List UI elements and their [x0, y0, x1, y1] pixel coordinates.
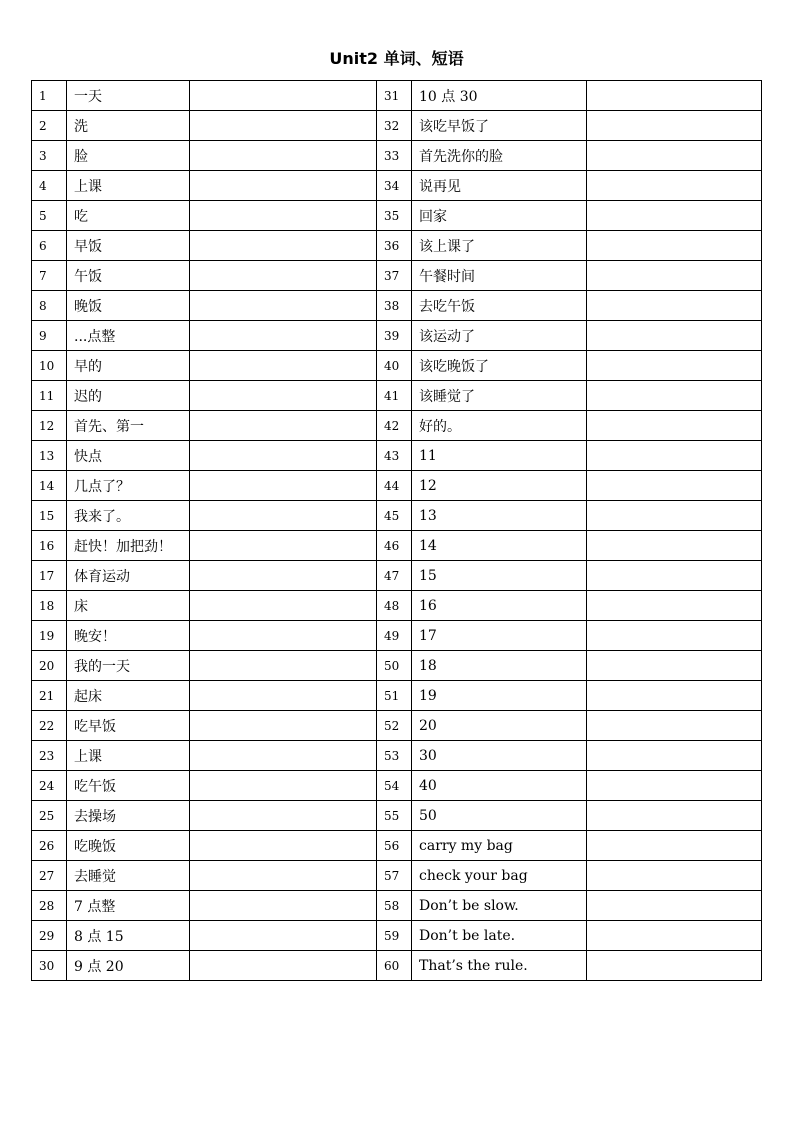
left-item-number: 26: [32, 831, 67, 861]
right-item-term: 17: [412, 621, 587, 651]
right-item-number: 53: [377, 741, 412, 771]
right-answer-cell[interactable]: [587, 651, 762, 681]
left-item-term: 起床: [67, 681, 190, 711]
left-answer-cell[interactable]: [190, 681, 377, 711]
right-item-term: 该运动了: [412, 321, 587, 351]
left-item-number: 23: [32, 741, 67, 771]
left-item-number: 15: [32, 501, 67, 531]
left-item-term: 吃午饭: [67, 771, 190, 801]
left-answer-cell[interactable]: [190, 141, 377, 171]
vocabulary-table: [31, 80, 762, 981]
left-item-term: 体育运动: [67, 561, 190, 591]
left-item-number: 13: [32, 441, 67, 471]
left-answer-cell[interactable]: [190, 951, 377, 981]
left-answer-cell[interactable]: [190, 111, 377, 141]
left-item-number: 8: [32, 291, 67, 321]
right-item-number: 55: [377, 801, 412, 831]
left-item-number: 24: [32, 771, 67, 801]
left-answer-cell[interactable]: [190, 711, 377, 741]
right-item-number: 54: [377, 771, 412, 801]
right-item-term: 11: [412, 441, 587, 471]
left-answer-cell[interactable]: [190, 591, 377, 621]
table-row: [32, 831, 762, 861]
right-item-number: 44: [377, 471, 412, 501]
right-answer-cell[interactable]: [587, 381, 762, 411]
left-answer-cell[interactable]: [190, 921, 377, 951]
left-item-term: 赶快！加把劲！: [67, 531, 190, 561]
right-item-term: 30: [412, 741, 587, 771]
right-answer-cell[interactable]: [587, 531, 762, 561]
left-item-term: 吃早饭: [67, 711, 190, 741]
left-item-number: 27: [32, 861, 67, 891]
right-item-number: 32: [377, 111, 412, 141]
right-answer-cell[interactable]: [587, 231, 762, 261]
right-item-term: 14: [412, 531, 587, 561]
left-item-number: 19: [32, 621, 67, 651]
left-answer-cell[interactable]: [190, 741, 377, 771]
left-item-number: 1: [32, 81, 67, 111]
left-item-term: 去操场: [67, 801, 190, 831]
left-item-term: 9 点 20: [67, 951, 190, 981]
left-answer-cell[interactable]: [190, 561, 377, 591]
right-item-number: 48: [377, 591, 412, 621]
left-item-number: 20: [32, 651, 67, 681]
left-answer-cell[interactable]: [190, 441, 377, 471]
right-answer-cell[interactable]: [587, 501, 762, 531]
right-item-number: 34: [377, 171, 412, 201]
right-answer-cell[interactable]: [587, 711, 762, 741]
right-item-number: 37: [377, 261, 412, 291]
left-answer-cell[interactable]: [190, 501, 377, 531]
table-row: [32, 711, 762, 741]
left-item-number: 22: [32, 711, 67, 741]
right-item-number: 57: [377, 861, 412, 891]
table-row: [32, 351, 762, 381]
right-item-number: 50: [377, 651, 412, 681]
right-answer-cell[interactable]: [587, 561, 762, 591]
left-answer-cell[interactable]: [190, 801, 377, 831]
left-answer-cell[interactable]: [190, 321, 377, 351]
table-row: [32, 951, 762, 981]
left-item-number: 11: [32, 381, 67, 411]
left-item-term: 几点了？: [67, 471, 190, 501]
right-item-term: 15: [412, 561, 587, 591]
right-item-number: 36: [377, 231, 412, 261]
right-answer-cell[interactable]: [587, 471, 762, 501]
left-answer-cell[interactable]: [190, 471, 377, 501]
right-item-term: 午餐时间: [412, 261, 587, 291]
right-item-number: 49: [377, 621, 412, 651]
left-answer-cell[interactable]: [190, 381, 377, 411]
right-item-number: 41: [377, 381, 412, 411]
table-row: [32, 291, 762, 321]
table-row: [32, 681, 762, 711]
left-item-term: 上课: [67, 741, 190, 771]
right-item-term: 该上课了: [412, 231, 587, 261]
left-item-term: 8 点 15: [67, 921, 190, 951]
table-row: [32, 261, 762, 291]
table-row: [32, 201, 762, 231]
table-row: [32, 111, 762, 141]
table-row: [32, 621, 762, 651]
right-answer-cell[interactable]: [587, 771, 762, 801]
right-answer-cell[interactable]: [587, 591, 762, 621]
left-item-number: 4: [32, 171, 67, 201]
left-answer-cell[interactable]: [190, 861, 377, 891]
right-item-number: 47: [377, 561, 412, 591]
right-item-number: 58: [377, 891, 412, 921]
table-row: [32, 501, 762, 531]
right-item-term: 20: [412, 711, 587, 741]
table-row: [32, 531, 762, 561]
right-item-term: check your bag: [412, 861, 587, 891]
left-item-number: 17: [32, 561, 67, 591]
vocabulary-table-body: [32, 81, 762, 981]
table-row: [32, 921, 762, 951]
left-answer-cell[interactable]: [190, 771, 377, 801]
left-item-number: 5: [32, 201, 67, 231]
right-item-number: 46: [377, 531, 412, 561]
right-item-number: 52: [377, 711, 412, 741]
right-answer-cell[interactable]: [587, 171, 762, 201]
left-item-number: 25: [32, 801, 67, 831]
left-item-number: 30: [32, 951, 67, 981]
left-answer-cell[interactable]: [190, 831, 377, 861]
left-item-number: 21: [32, 681, 67, 711]
left-item-number: 18: [32, 591, 67, 621]
left-item-term: 上课: [67, 171, 190, 201]
right-answer-cell[interactable]: [587, 411, 762, 441]
right-item-term: 好的。: [412, 411, 587, 441]
right-item-term: Don’t be late.: [412, 921, 587, 951]
right-item-number: 39: [377, 321, 412, 351]
left-answer-cell[interactable]: [190, 261, 377, 291]
left-item-number: 9: [32, 321, 67, 351]
left-item-number: 29: [32, 921, 67, 951]
left-item-number: 16: [32, 531, 67, 561]
right-answer-cell[interactable]: [587, 621, 762, 651]
right-answer-cell[interactable]: [587, 291, 762, 321]
right-answer-cell[interactable]: [587, 351, 762, 381]
table-row: [32, 231, 762, 261]
left-item-term: 首先、第一: [67, 411, 190, 441]
right-item-term: 40: [412, 771, 587, 801]
right-item-term: 说再见: [412, 171, 587, 201]
right-item-number: 35: [377, 201, 412, 231]
table-row: [32, 141, 762, 171]
table-row: [32, 801, 762, 831]
table-row: [32, 591, 762, 621]
left-item-term: 我的一天: [67, 651, 190, 681]
table-row: [32, 561, 762, 591]
left-answer-cell[interactable]: [190, 171, 377, 201]
right-answer-cell[interactable]: [587, 81, 762, 111]
right-item-number: 33: [377, 141, 412, 171]
right-item-term: 18: [412, 651, 587, 681]
left-item-term: 我来了。: [67, 501, 190, 531]
left-item-term: 快点: [67, 441, 190, 471]
right-item-number: 45: [377, 501, 412, 531]
left-item-term: 7 点整: [67, 891, 190, 921]
table-row: [32, 381, 762, 411]
right-answer-cell[interactable]: [587, 681, 762, 711]
right-item-term: 50: [412, 801, 587, 831]
right-item-term: 该吃早饭了: [412, 111, 587, 141]
left-answer-cell[interactable]: [190, 201, 377, 231]
table-row: [32, 471, 762, 501]
left-item-number: 14: [32, 471, 67, 501]
right-item-term: That’s the rule.: [412, 951, 587, 981]
left-item-term: 洗: [67, 111, 190, 141]
left-answer-cell[interactable]: [190, 351, 377, 381]
right-item-number: 38: [377, 291, 412, 321]
left-item-number: 28: [32, 891, 67, 921]
right-answer-cell[interactable]: [587, 201, 762, 231]
right-item-term: carry my bag: [412, 831, 587, 861]
left-item-term: 迟的: [67, 381, 190, 411]
right-item-term: 该吃晚饭了: [412, 351, 587, 381]
left-item-number: 2: [32, 111, 67, 141]
left-item-term: 吃: [67, 201, 190, 231]
left-item-term: 早的: [67, 351, 190, 381]
left-answer-cell[interactable]: [190, 81, 377, 111]
left-answer-cell[interactable]: [190, 651, 377, 681]
left-answer-cell[interactable]: [190, 531, 377, 561]
left-item-number: 12: [32, 411, 67, 441]
right-answer-cell[interactable]: [587, 261, 762, 291]
right-item-term: 12: [412, 471, 587, 501]
right-item-term: 该睡觉了: [412, 381, 587, 411]
right-item-number: 42: [377, 411, 412, 441]
right-item-number: 51: [377, 681, 412, 711]
table-row: [32, 651, 762, 681]
right-item-term: 13: [412, 501, 587, 531]
right-item-number: 31: [377, 81, 412, 111]
table-row: [32, 891, 762, 921]
right-item-term: 首先洗你的脸: [412, 141, 587, 171]
right-answer-cell[interactable]: [587, 921, 762, 951]
right-item-number: 56: [377, 831, 412, 861]
left-item-term: 晚饭: [67, 291, 190, 321]
left-answer-cell[interactable]: [190, 621, 377, 651]
right-item-term: 16: [412, 591, 587, 621]
table-row: [32, 861, 762, 891]
table-row: [32, 441, 762, 471]
right-answer-cell[interactable]: [587, 801, 762, 831]
right-answer-cell[interactable]: [587, 111, 762, 141]
left-item-term: 午饭: [67, 261, 190, 291]
right-answer-cell[interactable]: [587, 861, 762, 891]
left-item-term: 去睡觉: [67, 861, 190, 891]
right-item-term: 19: [412, 681, 587, 711]
left-item-term: 床: [67, 591, 190, 621]
right-item-number: 59: [377, 921, 412, 951]
left-answer-cell[interactable]: [190, 291, 377, 321]
right-item-term: 10 点 30: [412, 81, 587, 111]
right-answer-cell[interactable]: [587, 441, 762, 471]
right-item-term: 回家: [412, 201, 587, 231]
table-row: [32, 741, 762, 771]
right-answer-cell[interactable]: [587, 141, 762, 171]
right-item-term: 去吃午饭: [412, 291, 587, 321]
left-item-term: 早饭: [67, 231, 190, 261]
right-answer-cell[interactable]: [587, 321, 762, 351]
page-title: Unit2 单词、短语: [329, 49, 464, 68]
left-item-number: 6: [32, 231, 67, 261]
left-answer-cell[interactable]: [190, 231, 377, 261]
left-item-term: 吃晚饭: [67, 831, 190, 861]
right-answer-cell[interactable]: [587, 891, 762, 921]
table-row: [32, 321, 762, 351]
left-answer-cell[interactable]: [190, 411, 377, 441]
left-item-number: 7: [32, 261, 67, 291]
table-row: [32, 771, 762, 801]
right-item-number: 43: [377, 441, 412, 471]
left-answer-cell[interactable]: [190, 891, 377, 921]
left-item-term: 一天: [67, 81, 190, 111]
left-item-term: ...点整: [67, 321, 190, 351]
left-item-number: 3: [32, 141, 67, 171]
left-item-term: 晚安！: [67, 621, 190, 651]
right-item-number: 40: [377, 351, 412, 381]
right-answer-cell[interactable]: [587, 741, 762, 771]
right-answer-cell[interactable]: [587, 831, 762, 861]
left-item-number: 10: [32, 351, 67, 381]
left-item-term: 脸: [67, 141, 190, 171]
right-answer-cell[interactable]: [587, 951, 762, 981]
right-item-term: Don’t be slow.: [412, 891, 587, 921]
right-item-number: 60: [377, 951, 412, 981]
table-row: [32, 81, 762, 111]
table-row: [32, 411, 762, 441]
table-row: [32, 171, 762, 201]
